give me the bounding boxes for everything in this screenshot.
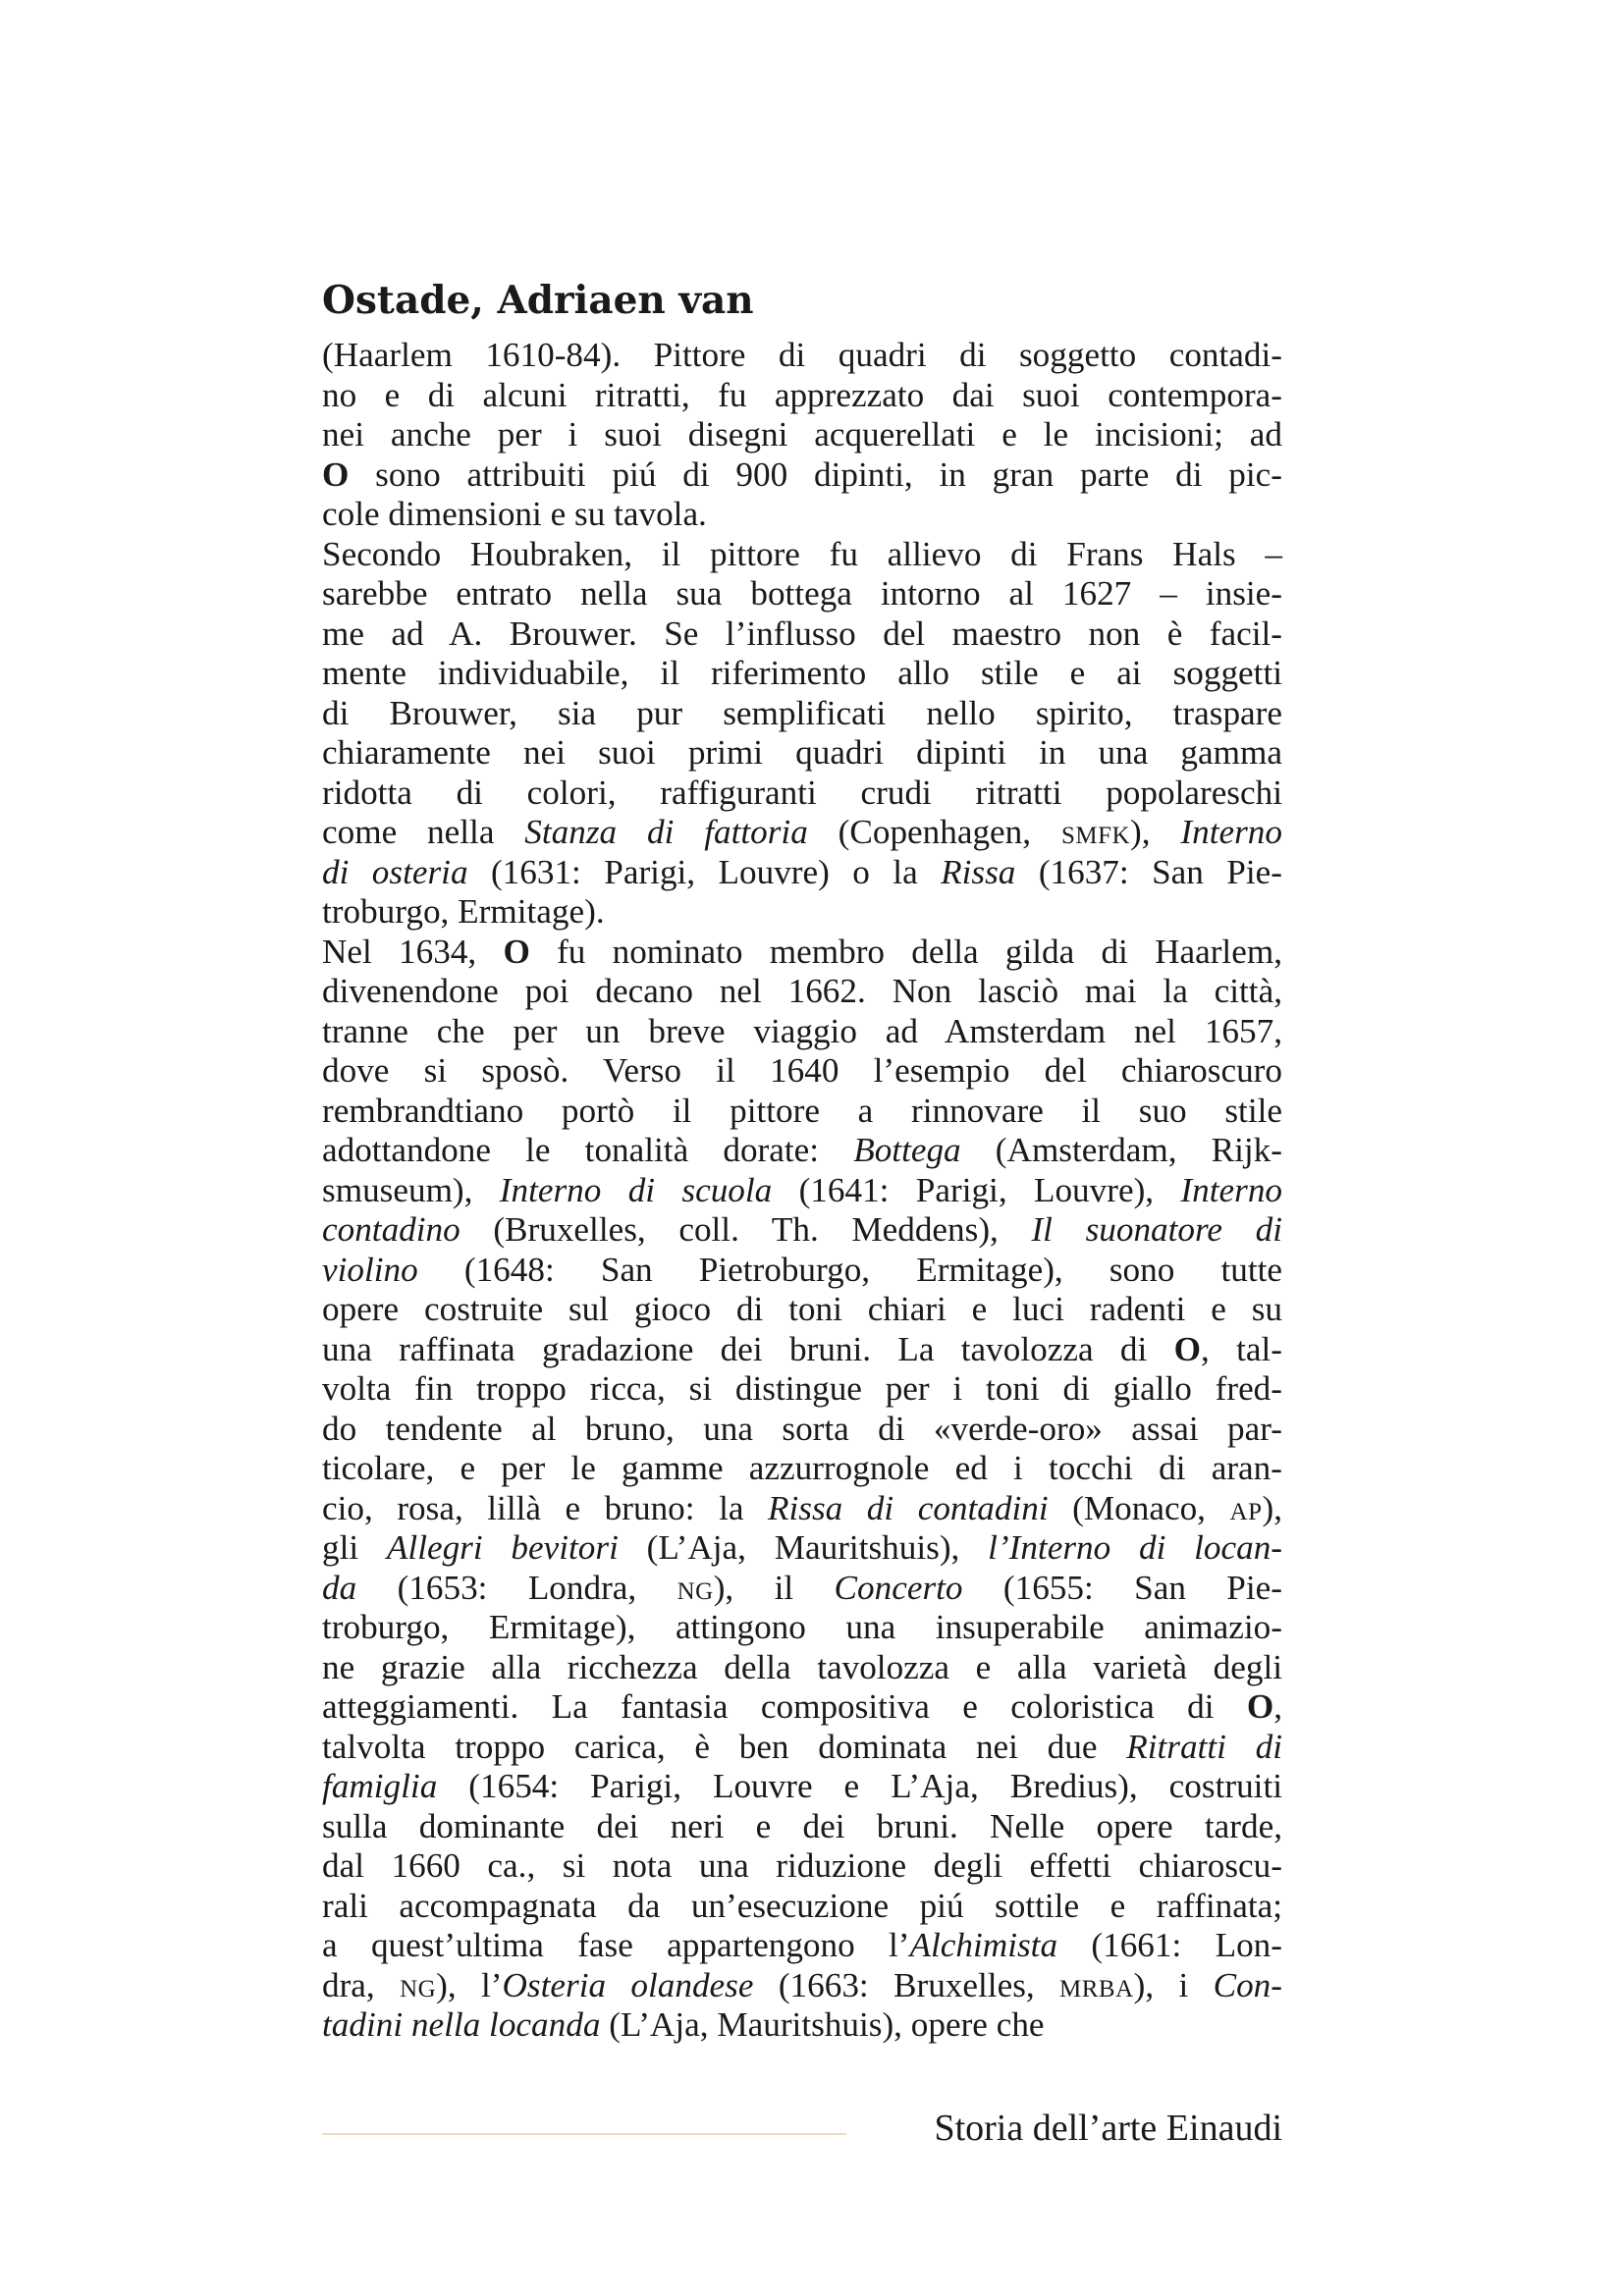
- text-run: ,: [1273, 1687, 1282, 1726]
- paragraph: [322, 933, 1282, 2046]
- text-line: [322, 1966, 1282, 2006]
- italic-title: di osteria: [322, 852, 468, 891]
- text-run: a quest’ultima fase appartengono l’: [322, 1926, 910, 1964]
- text-line: [322, 1051, 1282, 1092]
- text-run: (L’Aja, Mauritshuis), opere che: [600, 2005, 1045, 2044]
- text-line: [322, 1210, 1282, 1251]
- museum-abbrev: smfk: [1060, 813, 1131, 851]
- text-line: [322, 535, 1282, 575]
- italic-title: Allegri bevitori: [386, 1528, 619, 1567]
- text-run: talvolta troppo carica, è ben dominata nei due: [322, 1727, 1127, 1766]
- text-run: , tal-: [1200, 1329, 1282, 1368]
- text-line: [322, 415, 1282, 455]
- bold-abbrev: O: [503, 932, 530, 971]
- text-line: [322, 1807, 1282, 1847]
- text-run: (1663: Bruxelles,: [753, 1965, 1060, 2004]
- italic-title: Alchimista: [909, 1926, 1058, 1964]
- italic-title: Rissa: [941, 852, 1016, 891]
- paragraph: [322, 535, 1282, 933]
- text-line: [322, 972, 1282, 1012]
- text-run: dal 1660 ca., si nota una riduzione degli effetti chiaroscu-: [322, 1846, 1282, 1885]
- text-line: [322, 1449, 1282, 1489]
- text-line: [322, 1687, 1282, 1728]
- page-footer: [322, 2104, 1282, 2153]
- text-line: [322, 1528, 1282, 1569]
- text-run: cole dimensioni e su tavola.: [322, 495, 707, 533]
- museum-abbrev: ng: [400, 1965, 437, 2004]
- text-line: [322, 1887, 1282, 1927]
- text-line: [322, 1369, 1282, 1410]
- text-line: [322, 1251, 1282, 1291]
- italic-title: tadini nella locanda: [322, 2005, 601, 2044]
- text-run: (1654: Parigi, Louvre e L’Aja, Bredius), costruiti: [437, 1767, 1282, 1805]
- text-run: sarebbe entrato nella sua bottega intorno al 1627 – insie-: [322, 574, 1282, 613]
- text-run: atteggiamenti. La fantasia compositiva e coloristica di: [322, 1687, 1247, 1726]
- text-run: ), il: [713, 1568, 835, 1607]
- italic-title: Stanza di fattoria: [524, 813, 808, 851]
- text-run: chiaramente nei suoi primi quadri dipinti in una gamma: [322, 733, 1282, 772]
- bold-abbrev: O: [322, 454, 350, 494]
- text-line: [322, 813, 1282, 853]
- entry-body: [322, 336, 1282, 2046]
- text-run: do tendente al bruno, una sorta di «verde-oro» assai par-: [322, 1409, 1282, 1448]
- text-run: no e di alcuni ritratti, fu apprezzato dai suoi contempora-: [322, 375, 1282, 414]
- text-line: [322, 1728, 1282, 1768]
- text-run: Nel 1634,: [322, 932, 504, 971]
- text-run: (1631: Parigi, Louvre) o la: [467, 852, 942, 891]
- text-line: [322, 1648, 1282, 1688]
- text-run: una raffinata gradazione dei bruni. La tavolozza di: [322, 1329, 1174, 1368]
- text-run: rembrandtiano portò il pittore a rinnovare il suo stile: [322, 1091, 1282, 1130]
- italic-title: da: [322, 1568, 357, 1607]
- text-run: Secondo Houbraken, il pittore fu allievo di Frans Hals –: [322, 534, 1282, 573]
- italic-title: Interno: [1180, 813, 1282, 851]
- text-run: (1661: Lon-: [1057, 1926, 1282, 1964]
- text-run: (1655: San Pie-: [962, 1568, 1282, 1607]
- text-line: [322, 1012, 1282, 1052]
- text-run: opere costruite sul gioco di toni chiari e luci radenti e su: [322, 1290, 1282, 1328]
- text-run: (Amsterdam, Rijk-: [960, 1131, 1282, 1169]
- text-line: [322, 1608, 1282, 1648]
- text-run: tranne che per un breve viaggio ad Amsterdam nel 1657,: [322, 1011, 1282, 1050]
- text-run: nei anche per i suoi disegni acquerellati e le incisioni; ad: [322, 415, 1282, 454]
- text-line: [322, 1926, 1282, 1966]
- text-run: mente individuabile, il riferimento allo stile e ai soggetti: [322, 654, 1282, 692]
- text-run: sono attribuiti piú di 900 dipinti, in gran parte di pic-: [349, 454, 1282, 494]
- text-run: (1653: Londra,: [356, 1568, 677, 1607]
- text-run: me ad A. Brouwer. Se l’influsso del maestro non è facil-: [322, 614, 1282, 653]
- text-run: (Haarlem 1610-84). Pittore di quadri di soggetto contadi-: [322, 336, 1282, 374]
- text-run: troburgo, Ermitage), attingono una insuperabile animazio-: [322, 1608, 1282, 1646]
- text-line: [322, 892, 1282, 933]
- italic-title: Bottega: [853, 1131, 961, 1169]
- text-run: ), l’: [436, 1965, 503, 2004]
- text-run: ), i: [1133, 1965, 1214, 2004]
- italic-title: violino: [322, 1250, 418, 1289]
- text-run: (Monaco,: [1048, 1488, 1230, 1527]
- bold-abbrev: O: [1246, 1687, 1274, 1726]
- italic-title: Osteria olandese: [502, 1965, 754, 2004]
- museum-abbrev: ng: [676, 1568, 714, 1607]
- text-run: (Bruxelles, coll. Th. Meddens),: [460, 1210, 1032, 1249]
- text-line: [322, 1092, 1282, 1132]
- text-run: ),: [1130, 813, 1181, 851]
- museum-abbrev: ap: [1229, 1488, 1263, 1527]
- text-line: [322, 495, 1282, 535]
- italic-title: Il suonatore di: [1031, 1210, 1282, 1249]
- text-line: [322, 733, 1282, 774]
- text-run: troburgo, Ermitage).: [322, 892, 605, 931]
- text-run: adottandone le tonalità dorate:: [322, 1131, 854, 1169]
- paragraph: [322, 336, 1282, 535]
- text-line: [322, 1569, 1282, 1609]
- text-line: [322, 455, 1282, 496]
- text-run: di Brouwer, sia pur semplificati nello spirito, traspare: [322, 693, 1282, 732]
- text-run: (Copenhagen,: [807, 813, 1061, 851]
- text-line: [322, 1410, 1282, 1450]
- text-line: [322, 2005, 1282, 2046]
- text-run: volta fin troppo ricca, si distingue per i toni di giallo fred-: [322, 1369, 1282, 1408]
- entry-title: Ostade, Adriaen van: [322, 278, 754, 323]
- italic-title: contadino: [322, 1210, 460, 1249]
- text-run: ne grazie alla ricchezza della tavolozza e alla varietà degli: [322, 1647, 1282, 1686]
- italic-title: Rissa di contadini: [768, 1488, 1049, 1527]
- italic-title: Interno: [1180, 1170, 1283, 1209]
- museum-abbrev: mrba: [1059, 1965, 1134, 2004]
- text-run: ),: [1262, 1488, 1282, 1527]
- italic-title: Interno di scuola: [499, 1170, 773, 1209]
- text-line: [322, 614, 1282, 655]
- text-line: [322, 336, 1282, 376]
- text-run: divenendone poi decano nel 1662. Non lasciò mai la città,: [322, 972, 1282, 1010]
- italic-title: Ritratti di: [1126, 1727, 1282, 1766]
- text-line: [322, 1489, 1282, 1529]
- italic-title: Concerto: [834, 1568, 963, 1607]
- italic-title: famiglia: [322, 1767, 438, 1805]
- text-line: [322, 1171, 1282, 1211]
- text-line: [322, 853, 1282, 893]
- text-line: [322, 1290, 1282, 1330]
- footer-rule: [322, 2133, 846, 2135]
- italic-title: Con-: [1213, 1965, 1282, 2004]
- text-run: fu nominato membro della gilda di Haarlem,: [529, 932, 1282, 971]
- text-run: ridotta di colori, raffiguranti crudi ritratti popolareschi: [322, 773, 1282, 812]
- text-run: smuseum),: [322, 1170, 500, 1209]
- bold-abbrev: O: [1173, 1329, 1201, 1368]
- text-run: ticolare, e per le gamme azzurrognole ed i tocchi di aran-: [322, 1449, 1282, 1487]
- text-run: dra,: [322, 1965, 401, 2004]
- text-line: [322, 694, 1282, 734]
- text-run: come nella: [322, 813, 525, 851]
- text-line: [322, 1767, 1282, 1807]
- text-line: [322, 1846, 1282, 1887]
- text-line: [322, 574, 1282, 614]
- italic-title: l’Interno di locan-: [988, 1528, 1283, 1567]
- text-line: [322, 933, 1282, 973]
- footer-publisher: Storia dell’arte Einaudi: [934, 2108, 1282, 2149]
- text-run: dove si sposò. Verso il 1640 l’esempio del chiaroscuro: [322, 1051, 1282, 1090]
- text-run: cio, rosa, lillà e bruno: la: [322, 1488, 769, 1527]
- text-line: [322, 654, 1282, 694]
- text-run: (1641: Parigi, Louvre),: [772, 1170, 1181, 1209]
- text-run: (1637: San Pie-: [1015, 852, 1282, 891]
- text-line: [322, 1131, 1282, 1171]
- text-run: gli: [322, 1528, 387, 1567]
- text-run: (1648: San Pietroburgo, Ermitage), sono tutte: [417, 1250, 1282, 1289]
- text-run: sulla dominante dei neri e dei bruni. Nelle opere tarde,: [322, 1806, 1282, 1845]
- text-line: [322, 1330, 1282, 1370]
- text-line: [322, 376, 1282, 416]
- text-line: [322, 774, 1282, 814]
- text-run: (L’Aja, Mauritshuis),: [618, 1528, 989, 1567]
- text-run: rali accompagnata da un’esecuzione piú sottile e raffinata;: [322, 1886, 1282, 1925]
